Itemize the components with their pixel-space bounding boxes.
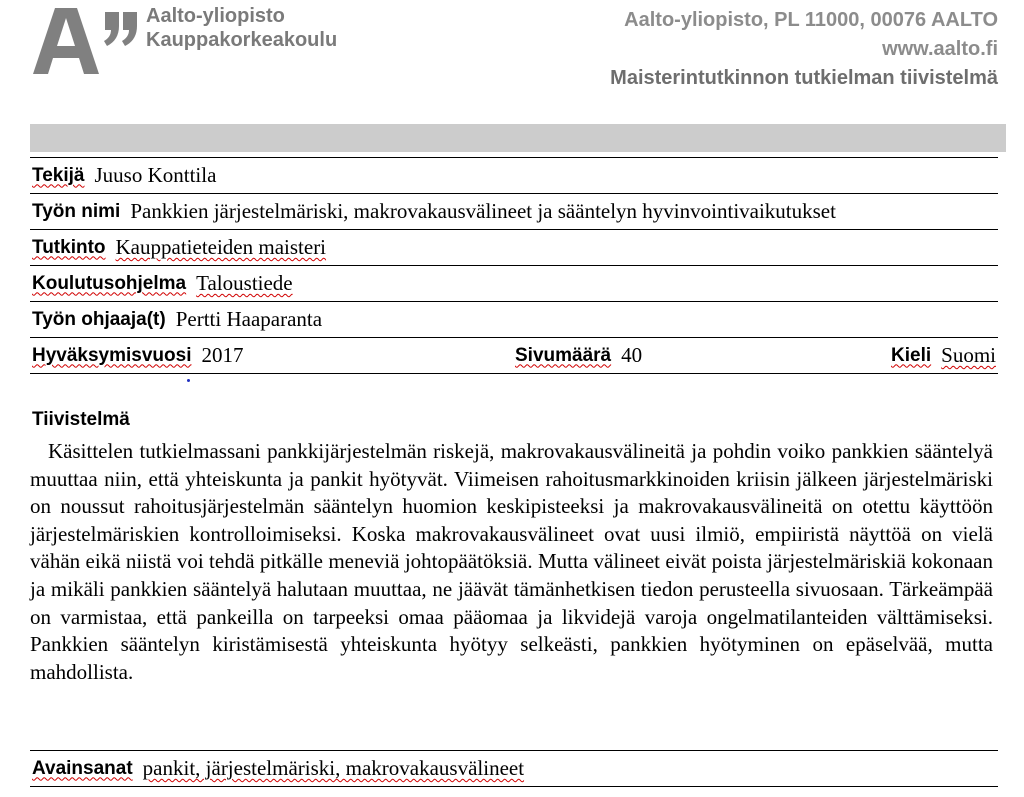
language-label: Kieli (891, 344, 932, 366)
postal-address: Aalto-yliopisto, PL 11000, 00076 AALTO (624, 9, 998, 31)
programme-row (30, 265, 998, 301)
pages-cell (515, 343, 869, 368)
supervisor-value: Pertti Haaparanta (175, 307, 323, 331)
title-row (30, 193, 998, 229)
info-table (30, 157, 998, 374)
keywords-label: Avainsanat (32, 757, 133, 779)
keywords-row (30, 750, 998, 787)
document-title: Maisterintutkinnon tutkielman tiivistelmä (610, 67, 998, 89)
author-value: Juuso Konttila (94, 163, 217, 187)
degree-value: Kauppatieteiden maisteri (115, 235, 327, 259)
author-label: Tekijä (32, 164, 85, 186)
address-block (610, 6, 998, 93)
degree-label: Tutkinto (32, 236, 106, 258)
university-name (146, 4, 337, 52)
university-line-2: Kauppakorkeakoulu (146, 29, 338, 51)
pages-label: Sivumäärä (515, 344, 612, 366)
university-line-1: Aalto-yliopisto (146, 5, 285, 27)
header-band (30, 124, 1006, 152)
title-value: Pankkien järjestelmäriski, makrovakausvälineet ja sääntelyn hyvinvointivaikutukset (130, 199, 836, 223)
abstract-heading: Tiivistelmä (32, 409, 130, 430)
supervisor-label: Työn ohjaaja(t) (32, 308, 166, 330)
degree-row (30, 229, 998, 265)
programme-label: Koulutusohjelma (32, 272, 187, 294)
title-label: Työn nimi (32, 200, 121, 222)
pages-value: 40 (621, 343, 643, 367)
cursor-mark (187, 379, 190, 382)
year-label: Hyväksymisvuosi (32, 344, 192, 366)
year-value: 2017 (201, 343, 244, 367)
abstract-text: Käsittelen tutkielmassani pankkijärjestelmän riskejä, makrovakausvälineitä ja pohdin voiko pankkien sääntelyä muuttaa niin, että yhteiskunta ja pankit hyötyvät. Viimeisen rahoitusmarkkinoiden kriisin jälkeen järjestelmäriski on noussut rahoitusjärjestelmän sääntelyn huomion keskipisteeksi ja makrovakausvälineitä on otettu käyttöön järjestelmäriskien kontrolloimiseksi. Koska makrovakausvälineet ovat uusi ilmiö, empiiristä näyttöä on vielä vähän eikä niistä voi tehdä pitkälle meneviä johtopäätöksiä. Mutta välineet eivät poista järjestelmäriskiä kokonaan ja mikäli pankkien sääntelyä halutaan muuttaa, ne jäävät tämänhetkisen tiedon perusteella sivuosaan. Tärkeämpää on varmistaa, että pankeilla on tarpeeksi omaa pääomaa ja likvidejä varoja ongelmatilanteiden välttämiseksi. Pankkien sääntelyn kiristämisestä yhteiskunta hyötyy selkeästi, pankkien hyötyminen on epäselvää, mutta mahdollista. (30, 439, 993, 684)
author-row (30, 157, 998, 193)
language-cell (869, 343, 998, 368)
year-cell (32, 343, 515, 368)
language-value: Suomi (941, 343, 996, 367)
programme-value: Taloustiede (196, 271, 293, 295)
keywords-value: pankit, järjestelmäriski, makrovakausvälineet (142, 756, 525, 780)
meta-row (30, 337, 998, 374)
aalto-a-logo (33, 6, 143, 76)
supervisor-row (30, 301, 998, 337)
website: www.aalto.fi (882, 38, 998, 60)
